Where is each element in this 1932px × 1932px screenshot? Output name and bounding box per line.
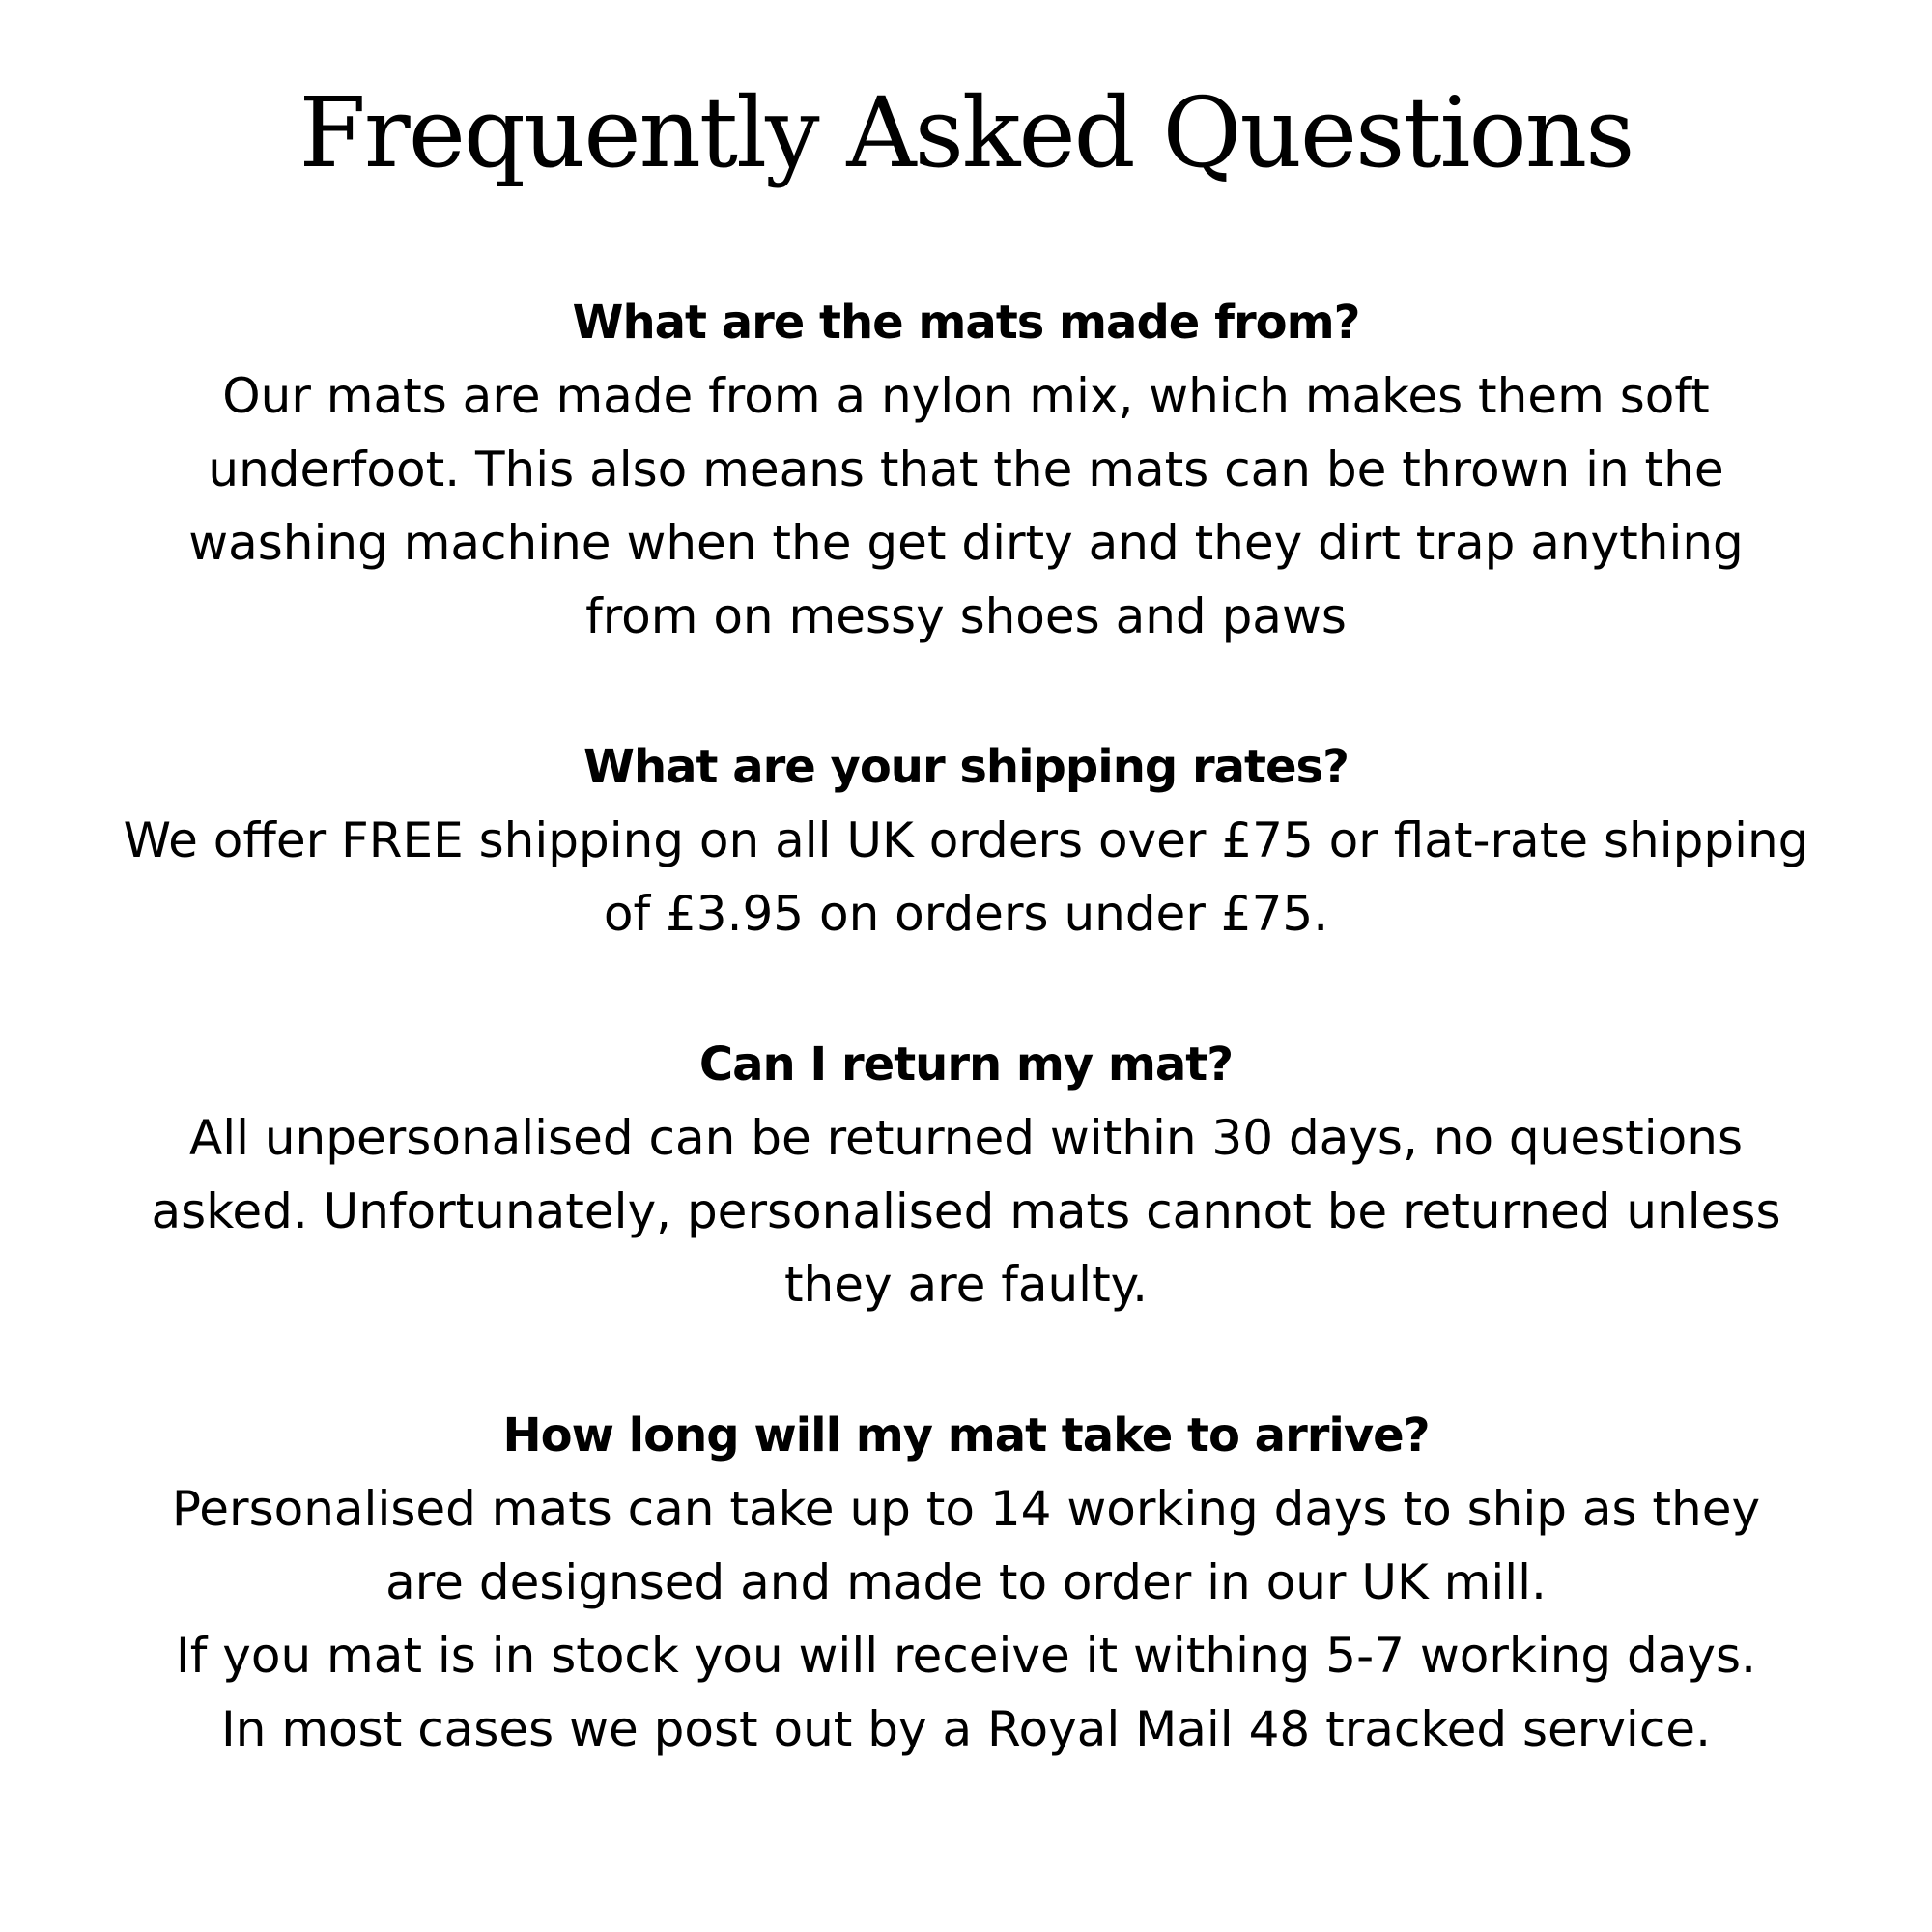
faq-answer — [58, 1472, 1874, 1766]
faq-answer-line: In most cases we post out by a Royal Mail 48 tracked service. — [221, 1701, 1711, 1757]
faq-item-returns — [58, 1028, 1874, 1321]
faq-answer-line: underfoot. This also means that the mats can be thrown in the — [208, 441, 1724, 497]
faq-answer-line: All unpersonalised can be returned within 30 days, no questions — [188, 1110, 1743, 1166]
faq-question: What are your shipping rates? — [583, 740, 1349, 794]
faq-question: What are the mats made from? — [572, 296, 1360, 350]
faq-answer-line: Our mats are made from a nylon mix, which makes them soft — [222, 368, 1710, 424]
faq-item-materials — [58, 286, 1874, 653]
faq-answer — [58, 1101, 1874, 1321]
faq-answer-line: asked. Unfortunately, personalised mats cannot be returned unless — [151, 1183, 1781, 1239]
faq-answer-line: Personalised mats can take up to 14 working days to ship as they — [171, 1481, 1761, 1537]
page-title: Frequently Asked Questions — [298, 76, 1634, 189]
faq-answer-line: of £3.95 on orders under £75. — [603, 886, 1329, 942]
faq-question: Can I return my mat? — [698, 1037, 1234, 1092]
faq-answer — [58, 359, 1874, 653]
faq-answer-line: from on messy shoes and paws — [585, 588, 1347, 644]
faq-item-shipping — [58, 730, 1874, 951]
faq-answer — [58, 804, 1874, 951]
faq-answer-line: washing machine when the get dirty and they dirt trap anything — [188, 515, 1744, 571]
faq-answer-line: If you mat is in stock you will receive it withing 5-7 working days. — [176, 1628, 1756, 1684]
faq-question: How long will my mat take to arrive? — [502, 1408, 1430, 1463]
faq-answer-line: they are faulty. — [783, 1257, 1149, 1313]
faq-answer-line: We offer FREE shipping on all UK orders over £75 or flat-rate shipping — [123, 812, 1809, 868]
faq-answer-line: are designsed and made to order in our UK mill. — [385, 1554, 1547, 1610]
faq-item-delivery-time — [58, 1399, 1874, 1766]
